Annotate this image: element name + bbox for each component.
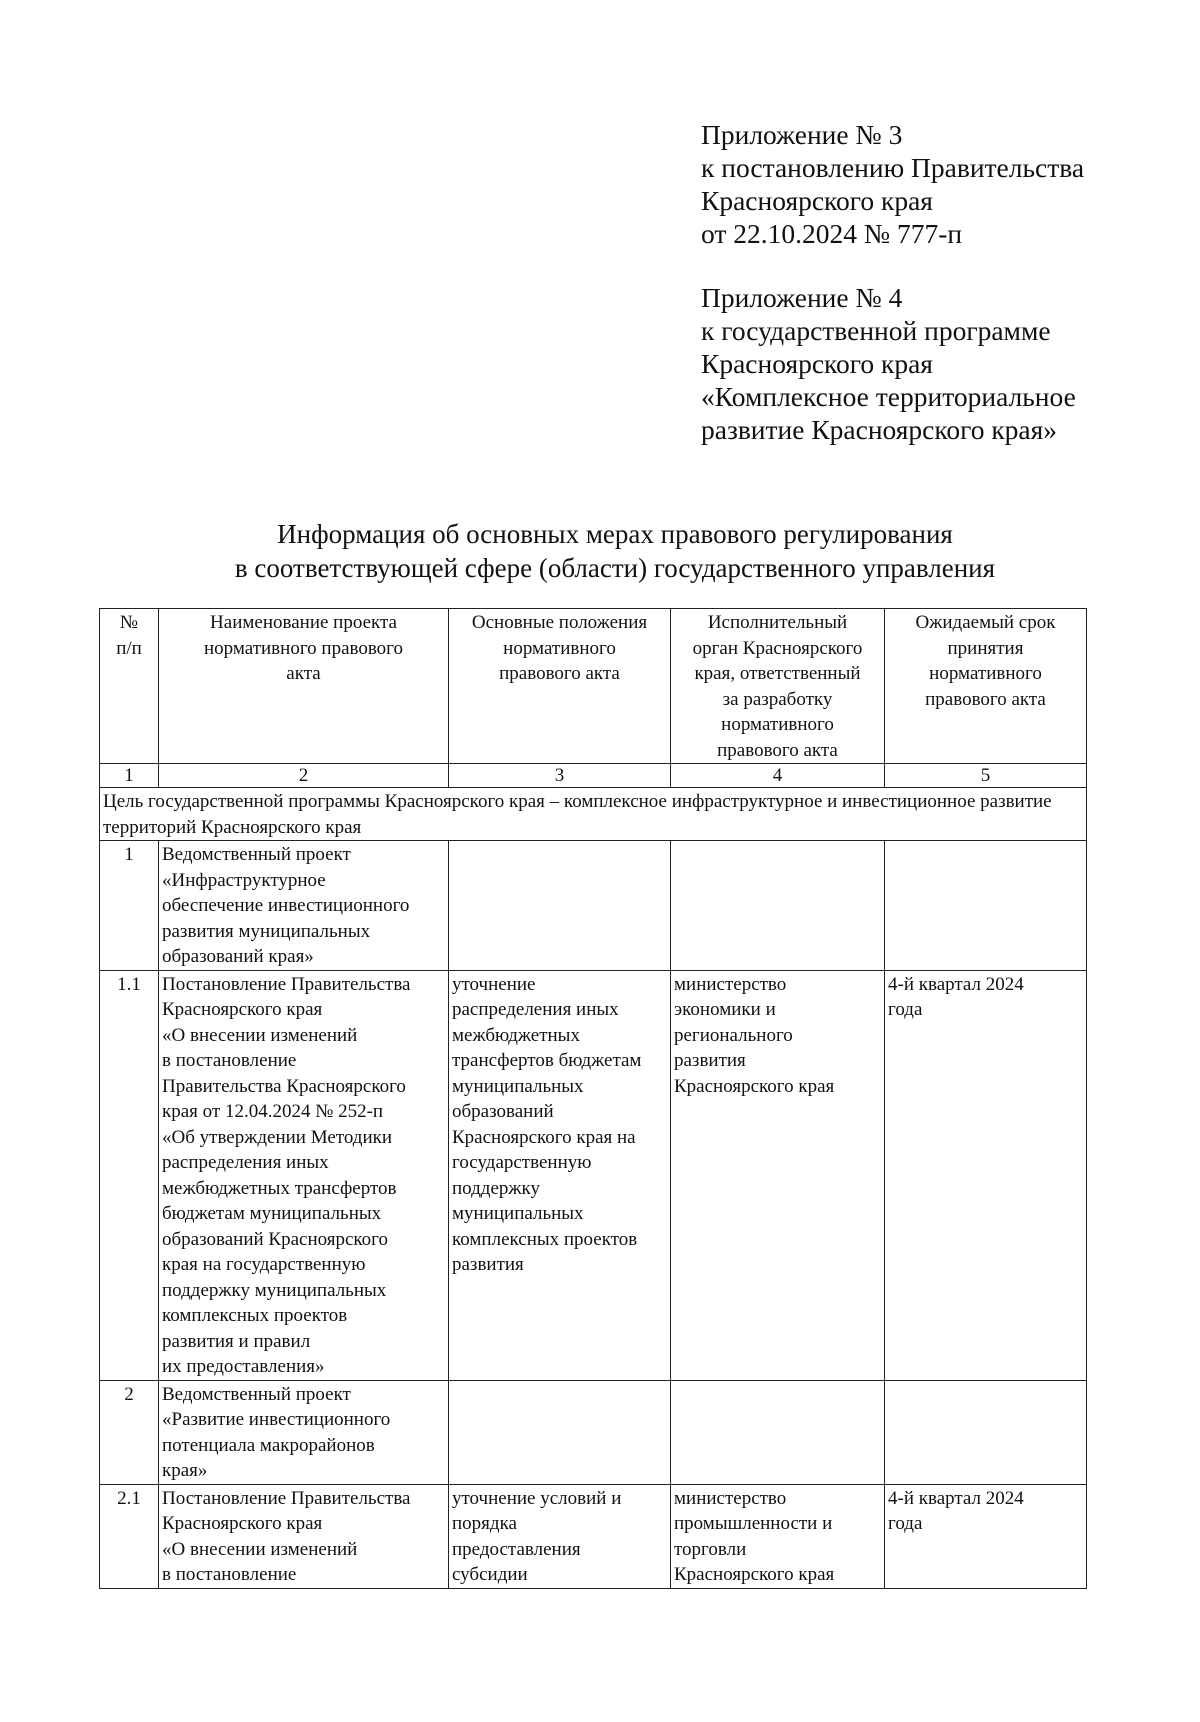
cell-line: Красноярского края <box>674 1564 835 1585</box>
cell-line: развития и правил <box>162 1330 311 1352</box>
cell-line: уточнение <box>452 973 536 995</box>
row-number: 2.1 <box>100 1484 159 1588</box>
cell-line: межбюджетных <box>452 1024 580 1046</box>
act-name <box>159 1484 449 1588</box>
cell-line: потенциала макрорайонов <box>162 1434 375 1456</box>
header-row <box>100 609 1087 764</box>
column-header <box>671 609 885 764</box>
cell-line: развития муниципальных <box>162 920 371 942</box>
cell-line: правового акта <box>925 688 1046 710</box>
responsible-authority <box>671 1484 885 1588</box>
cell-line: порядка <box>452 1513 517 1534</box>
expected-term <box>885 1484 1087 1588</box>
cell-line: комплексных проектов <box>162 1305 348 1326</box>
cell-line: трансфертов бюджетам <box>452 1050 642 1071</box>
cell-line: обеспечение инвестиционного <box>162 895 410 916</box>
expected-term <box>885 841 1087 971</box>
goal-row <box>100 788 1087 841</box>
cell-line: развития <box>674 1050 746 1071</box>
appendix-4-header <box>701 281 1171 446</box>
cell-line: Красноярского края на <box>452 1126 636 1148</box>
cell-line: Ожидаемый срок <box>915 612 1056 633</box>
document-title <box>0 517 1200 585</box>
expected-term <box>885 970 1087 1380</box>
cell-line: № <box>119 612 139 633</box>
cell-line: распределения иных <box>452 999 619 1020</box>
title-line: Информация об основных мерах правового регулирования <box>277 519 953 549</box>
header-line: от 22.10.2024 № 777-п <box>701 218 963 249</box>
cell-line: орган Красноярского <box>692 637 863 659</box>
cell-line: муниципальных <box>452 1203 584 1224</box>
cell-line: уточнение условий и <box>452 1487 622 1509</box>
cell-line: бюджетам муниципальных <box>162 1203 382 1224</box>
cell-line: Правительства Красноярского <box>162 1075 406 1097</box>
table-row <box>100 1380 1087 1484</box>
cell-line: распределения иных <box>162 1152 329 1173</box>
appendix-3-header <box>701 118 1171 250</box>
cell-line: края» <box>162 1460 208 1481</box>
cell-line: года <box>888 999 923 1020</box>
cell-line: Красноярского края <box>162 1513 323 1534</box>
cell-line: Основные положения <box>471 612 648 633</box>
cell-line: нормативного правового <box>204 637 403 659</box>
cell-line: Красноярского края <box>674 1075 835 1097</box>
cell-line: их предоставления» <box>162 1356 325 1377</box>
responsible-authority <box>671 841 885 971</box>
cell-line: Постановление Правительства <box>162 973 411 995</box>
cell-line: поддержку муниципальных <box>162 1279 387 1301</box>
cell-line: поддержку <box>452 1177 540 1199</box>
column-number: 4 <box>671 764 885 788</box>
header-line: развитие Красноярского края» <box>701 414 1058 445</box>
table-row <box>100 841 1087 971</box>
cell-line: промышленности и <box>674 1513 833 1534</box>
legal-measures-table <box>99 608 1087 1589</box>
cell-line: года <box>888 1513 923 1534</box>
cell-line: образований края» <box>162 946 314 967</box>
table-row <box>100 970 1087 1380</box>
row-number: 2 <box>100 1380 159 1484</box>
cell-line: п/п <box>116 637 142 659</box>
header-line: «Комплексное территориальное <box>701 381 1076 412</box>
cell-line: 4-й квартал 2024 <box>888 973 1024 995</box>
cell-line: в постановление <box>162 1564 297 1585</box>
header-line: Красноярского края <box>701 185 933 216</box>
cell-line: акта <box>286 663 321 684</box>
cell-line: субсидии <box>452 1564 528 1585</box>
cell-line: правового акта <box>499 663 620 684</box>
cell-line: края от 12.04.2024 № 252-п <box>162 1101 384 1122</box>
cell-line: «О внесении изменений <box>162 1538 358 1560</box>
cell-line: нормативного <box>503 637 616 659</box>
act-name <box>159 970 449 1380</box>
cell-line: 4-й квартал 2024 <box>888 1487 1024 1509</box>
cell-line: края, ответственный <box>694 663 861 684</box>
cell-line: регионального <box>674 1024 793 1046</box>
cell-line: образований Красноярского <box>162 1228 389 1250</box>
act-provisions <box>449 841 671 971</box>
program-goal: Цель государственной программы Красноярского края – комплексное инфраструктурное и инвестиционное развитие территорий Красноярского края <box>100 788 1087 841</box>
cell-line: межбюджетных трансфертов <box>162 1177 397 1199</box>
act-name <box>159 841 449 971</box>
cell-line: образований <box>452 1101 554 1122</box>
cell-line: правового акта <box>717 739 838 761</box>
cell-line: министерство <box>674 973 787 995</box>
cell-line: Исполнительный <box>707 612 848 633</box>
responsible-authority <box>671 1380 885 1484</box>
cell-line: государственную <box>452 1152 592 1173</box>
cell-line: «О внесении изменений <box>162 1024 358 1046</box>
cell-line: нормативного <box>721 714 834 735</box>
column-number: 5 <box>885 764 1087 788</box>
column-number: 3 <box>449 764 671 788</box>
header-line: Приложение № 4 <box>701 282 903 313</box>
act-provisions <box>449 970 671 1380</box>
cell-line: предоставления <box>452 1538 581 1560</box>
cell-line: за разработку <box>722 688 833 710</box>
cell-line: края на государственную <box>162 1254 366 1275</box>
cell-line: министерство <box>674 1487 787 1509</box>
column-number-row <box>100 764 1087 788</box>
cell-line: Ведомственный проект <box>162 1383 351 1405</box>
cell-line: развития <box>452 1254 524 1275</box>
column-header <box>159 609 449 764</box>
header-line: к государственной программе <box>701 315 1051 346</box>
act-name <box>159 1380 449 1484</box>
cell-line: комплексных проектов <box>452 1228 638 1250</box>
header-line: Приложение № 3 <box>701 119 903 150</box>
cell-line: нормативного <box>929 663 1042 684</box>
column-header <box>100 609 159 764</box>
cell-line: «Развитие инвестиционного <box>162 1409 391 1430</box>
cell-line: муниципальных <box>452 1075 584 1097</box>
cell-line: Красноярского края <box>162 999 323 1020</box>
title-line: в соответствующей сфере (области) государственного управления <box>234 553 996 583</box>
header-line: к постановлению Правительства <box>701 152 1085 183</box>
cell-line: принятия <box>947 637 1024 659</box>
header-line: Красноярского края <box>701 348 933 379</box>
cell-line: торговли <box>674 1538 747 1560</box>
cell-line: Постановление Правительства <box>162 1487 411 1509</box>
cell-line: «Об утверждении Методики <box>162 1126 393 1148</box>
expected-term <box>885 1380 1087 1484</box>
row-number: 1.1 <box>100 970 159 1380</box>
cell-line: в постановление <box>162 1050 297 1071</box>
act-provisions <box>449 1484 671 1588</box>
cell-line: Наименование проекта <box>210 612 397 633</box>
act-provisions <box>449 1380 671 1484</box>
column-header <box>449 609 671 764</box>
table-row <box>100 1484 1087 1588</box>
responsible-authority <box>671 970 885 1380</box>
cell-line: Ведомственный проект <box>162 844 351 865</box>
cell-line: экономики и <box>674 999 776 1020</box>
column-header <box>885 609 1087 764</box>
column-number: 1 <box>100 764 159 788</box>
cell-line: «Инфраструктурное <box>162 869 326 891</box>
row-number: 1 <box>100 841 159 971</box>
column-number: 2 <box>159 764 449 788</box>
